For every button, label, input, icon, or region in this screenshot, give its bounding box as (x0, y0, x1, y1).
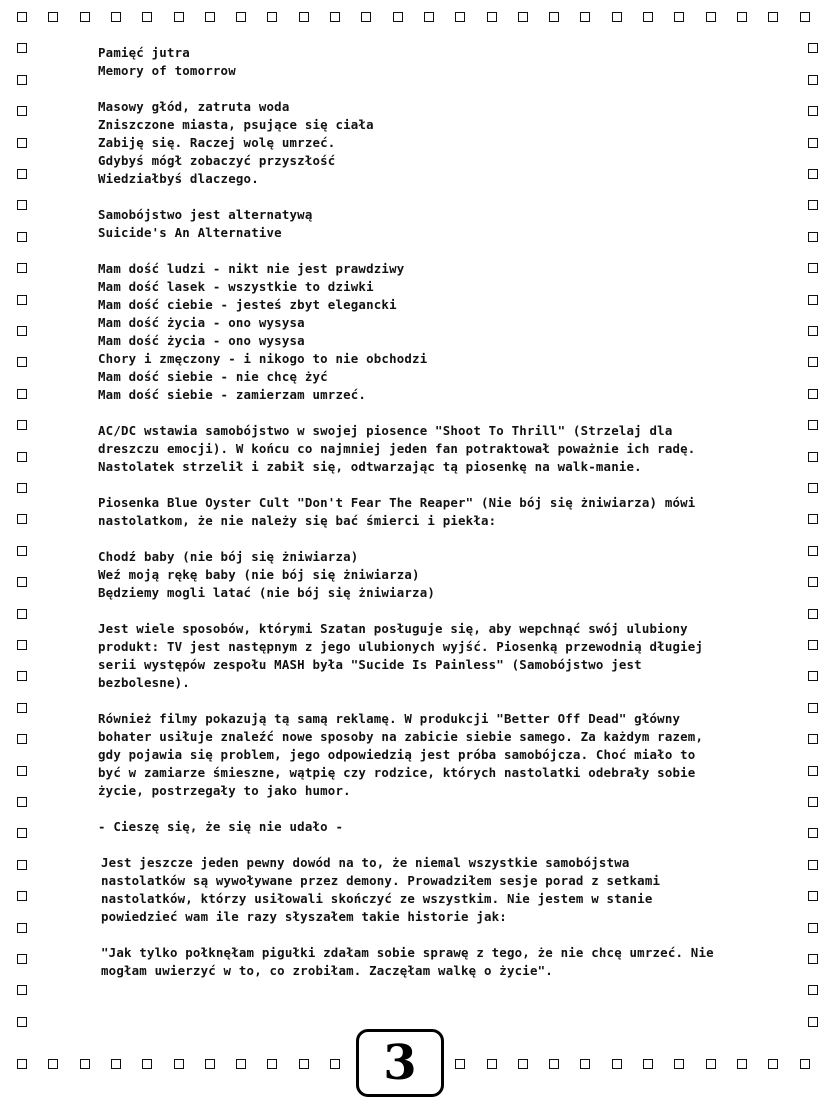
border-square-icon (17, 609, 27, 619)
border-square-icon (205, 12, 215, 22)
border-square-icon (808, 797, 818, 807)
border-square-icon (17, 671, 27, 681)
lyric-line: Mam dość życia - ono wysysa (98, 333, 305, 348)
border-square-icon (487, 1059, 497, 1069)
lyric-line: Mam dość życia - ono wysysa (98, 315, 305, 330)
paragraph-line: nastolatków są wywoływane przez demony. Prowadziłem sesje porad z setkami (101, 873, 661, 888)
border-square-icon (808, 200, 818, 210)
lyric-line: Weź moją rękę baby (nie bój się żniwiarza) (98, 567, 420, 582)
quote-line: "Jak tylko połknęłam pigułki zdałam sobie sprawę z tego, że nie chcę umrzeć. Nie (101, 945, 714, 960)
lyric-line: Mam dość lasek - wszystkie to dziwki (98, 279, 374, 294)
border-square-icon (174, 12, 184, 22)
border-square-icon (267, 1059, 277, 1069)
border-square-icon (17, 169, 27, 179)
paragraph-line: Jest wiele sposobów, którymi Szatan posługuje się, aby wepchnąć swój ulubiony (98, 621, 688, 636)
border-square-icon (808, 326, 818, 336)
border-square-icon (17, 514, 27, 524)
border-square-icon (17, 295, 27, 305)
border-square-icon (808, 860, 818, 870)
paragraph-line: Również filmy pokazują tą samą reklamę. W produkcji "Better Off Dead" główny (98, 711, 681, 726)
lyric-line: Będziemy mogli latać (nie bój się żniwiarza) (98, 585, 436, 600)
border-square-icon (17, 12, 27, 22)
border-square-icon (17, 1059, 27, 1069)
border-square-icon (361, 12, 371, 22)
lyric-line: Mam dość ludzi - nikt nie jest prawdziwy (98, 261, 405, 276)
border-square-icon (111, 12, 121, 22)
lyric-line: Mam dość siebie - zamierzam umrzeć. (98, 387, 367, 402)
border-square-icon (808, 43, 818, 53)
border-square-icon (17, 860, 27, 870)
border-square-icon (580, 12, 590, 22)
border-square-icon (800, 12, 810, 22)
paragraph-line: bohater usiłuje znaleźć nowe sposoby na zabicie siebie samego. Za każdym razem, (98, 729, 704, 744)
border-square-icon (808, 263, 818, 273)
border-square-icon (17, 734, 27, 744)
border-square-icon (518, 12, 528, 22)
border-square-icon (808, 138, 818, 148)
border-square-icon (17, 138, 27, 148)
border-square-icon (737, 12, 747, 22)
border-square-icon (17, 452, 27, 462)
lyric-line: Wiedziałbyś dlaczego. (98, 171, 259, 186)
paragraph-line: powiedzieć wam ile razy słyszałem takie historie jak: (101, 909, 507, 924)
border-square-icon (808, 734, 818, 744)
border-square-icon (236, 1059, 246, 1069)
border-square-icon (80, 12, 90, 22)
border-square-icon (643, 12, 653, 22)
border-square-icon (674, 1059, 684, 1069)
border-square-icon (236, 12, 246, 22)
border-square-icon (487, 12, 497, 22)
border-square-icon (612, 12, 622, 22)
border-square-icon (706, 12, 716, 22)
border-square-icon (17, 263, 27, 273)
lyric-line: Chory i zmęczony - i nikogo to nie obchodzi (98, 351, 428, 366)
border-square-icon (17, 43, 27, 53)
border-square-icon (549, 1059, 559, 1069)
border-square-icon (808, 483, 818, 493)
border-square-icon (174, 1059, 184, 1069)
paragraph-line: AC/DC wstawia samobójstwo w swojej piosence "Shoot To Thrill" (Strzelaj dla (98, 423, 673, 438)
border-square-icon (808, 546, 818, 556)
border-square-icon (17, 1017, 27, 1027)
border-square-icon (17, 106, 27, 116)
border-square-icon (455, 1059, 465, 1069)
border-square-icon (111, 1059, 121, 1069)
border-square-icon (808, 640, 818, 650)
border-square-icon (737, 1059, 747, 1069)
border-square-icon (808, 357, 818, 367)
border-square-icon (80, 1059, 90, 1069)
border-square-icon (17, 326, 27, 336)
border-square-icon (17, 828, 27, 838)
border-square-icon (299, 12, 309, 22)
border-square-icon (768, 1059, 778, 1069)
border-square-icon (808, 766, 818, 776)
border-square-icon (808, 514, 818, 524)
paragraph-line: serii występów zespołu MASH była "Sucide Is Painless" (Samobójstwo jest (98, 657, 642, 672)
page-text (98, 44, 738, 980)
border-square-icon (17, 232, 27, 242)
title-polish: Pamięć jutra (98, 45, 190, 60)
border-square-icon (643, 1059, 653, 1069)
paragraph-line: nastolatkom, że nie należy się bać śmierci i piekła: (98, 513, 497, 528)
border-square-icon (808, 609, 818, 619)
border-square-icon (48, 1059, 58, 1069)
border-square-icon (17, 483, 27, 493)
lyric-line: Zabiję się. Raczej wolę umrzeć. (98, 135, 336, 150)
quote-line: mogłam uwierzyć w to, co zrobiłam. Zaczęłam walkę o życie". (101, 963, 553, 978)
border-square-icon (808, 106, 818, 116)
border-square-icon (800, 1059, 810, 1069)
border-square-icon (17, 389, 27, 399)
border-square-icon (17, 75, 27, 85)
border-square-icon (205, 1059, 215, 1069)
paragraph-line: Jest jeszcze jeden pewny dowód na to, że niemal wszystkie samobójstwa (101, 855, 630, 870)
border-square-icon (17, 546, 27, 556)
border-square-icon (808, 420, 818, 430)
lyric-line: Mam dość ciebie - jesteś zbyt elegancki (98, 297, 397, 312)
border-square-icon (17, 420, 27, 430)
border-square-icon (455, 12, 465, 22)
border-square-icon (17, 891, 27, 901)
border-square-icon (580, 1059, 590, 1069)
border-square-icon (518, 1059, 528, 1069)
border-square-icon (17, 640, 27, 650)
border-square-icon (17, 703, 27, 713)
song-title-english: Suicide's An Alternative (98, 225, 282, 240)
paragraph-line: dreszczu emocji). W końcu co najmniej jeden fan potraktował poważnie ich radę. (98, 441, 696, 456)
page-number: 3 (356, 1029, 444, 1097)
border-square-icon (393, 12, 403, 22)
border-square-icon (17, 200, 27, 210)
song-title-polish: Samobójstwo jest alternatywą (98, 207, 313, 222)
border-square-icon (17, 954, 27, 964)
border-square-icon (808, 703, 818, 713)
title-english: Memory of tomorrow (98, 63, 236, 78)
border-square-icon (17, 797, 27, 807)
border-square-icon (549, 12, 559, 22)
border-square-icon (808, 923, 818, 933)
border-square-icon (612, 1059, 622, 1069)
paragraph-line: Piosenka Blue Oyster Cult "Don't Fear The Reaper" (Nie bój się żniwiarza) mówi (98, 495, 696, 510)
border-square-icon (17, 766, 27, 776)
border-square-icon (808, 452, 818, 462)
border-square-icon (808, 1017, 818, 1027)
border-square-icon (808, 577, 818, 587)
lyric-line: Masowy głód, zatruta woda (98, 99, 290, 114)
border-square-icon (808, 232, 818, 242)
border-square-icon (808, 828, 818, 838)
border-square-icon (808, 389, 818, 399)
border-square-icon (808, 75, 818, 85)
border-square-icon (808, 985, 818, 995)
border-square-icon (674, 12, 684, 22)
border-square-icon (808, 671, 818, 681)
paragraph-line: bezbolesne). (98, 675, 190, 690)
border-square-icon (17, 357, 27, 367)
border-square-icon (17, 985, 27, 995)
border-square-icon (267, 12, 277, 22)
border-square-icon (142, 12, 152, 22)
lyric-line: Gdybyś mógł zobaczyć przyszłość (98, 153, 336, 168)
paragraph-line: życie, postrzegały to jako humor. (98, 783, 351, 798)
border-square-icon (17, 577, 27, 587)
border-square-icon (299, 1059, 309, 1069)
lyric-line: Zniszczone miasta, psujące się ciała (98, 117, 374, 132)
border-square-icon (17, 923, 27, 933)
section-heading: - Cieszę się, że się nie udało - (98, 819, 344, 834)
paragraph-line: gdy pojawia się problem, jego odpowiedzią jest próba samobójcza. Choć miało to (98, 747, 696, 762)
border-square-icon (808, 169, 818, 179)
paragraph-line: być w zamiarze śmieszne, wątpię czy rodzice, których nastolatki odebrały sobie (98, 765, 696, 780)
paragraph-line: nastolatków, którzy usiłowali skończyć ze wszystkim. Nie jestem w stanie (101, 891, 653, 906)
border-square-icon (768, 12, 778, 22)
paragraph-line: produkt: TV jest następnym z jego ulubionych wyjść. Piosenką przewodnią długiej (98, 639, 704, 654)
border-square-icon (808, 891, 818, 901)
border-square-icon (808, 295, 818, 305)
border-square-icon (424, 12, 434, 22)
border-square-icon (808, 954, 818, 964)
paragraph-line: Nastolatek strzelił i zabił się, odtwarzając tą piosenkę na walk-manie. (98, 459, 642, 474)
border-square-icon (142, 1059, 152, 1069)
border-square-icon (330, 1059, 340, 1069)
lyric-line: Chodź baby (nie bój się żniwiarza) (98, 549, 359, 564)
border-square-icon (706, 1059, 716, 1069)
border-square-icon (48, 12, 58, 22)
border-square-icon (330, 12, 340, 22)
lyric-line: Mam dość siebie - nie chcę żyć (98, 369, 328, 384)
